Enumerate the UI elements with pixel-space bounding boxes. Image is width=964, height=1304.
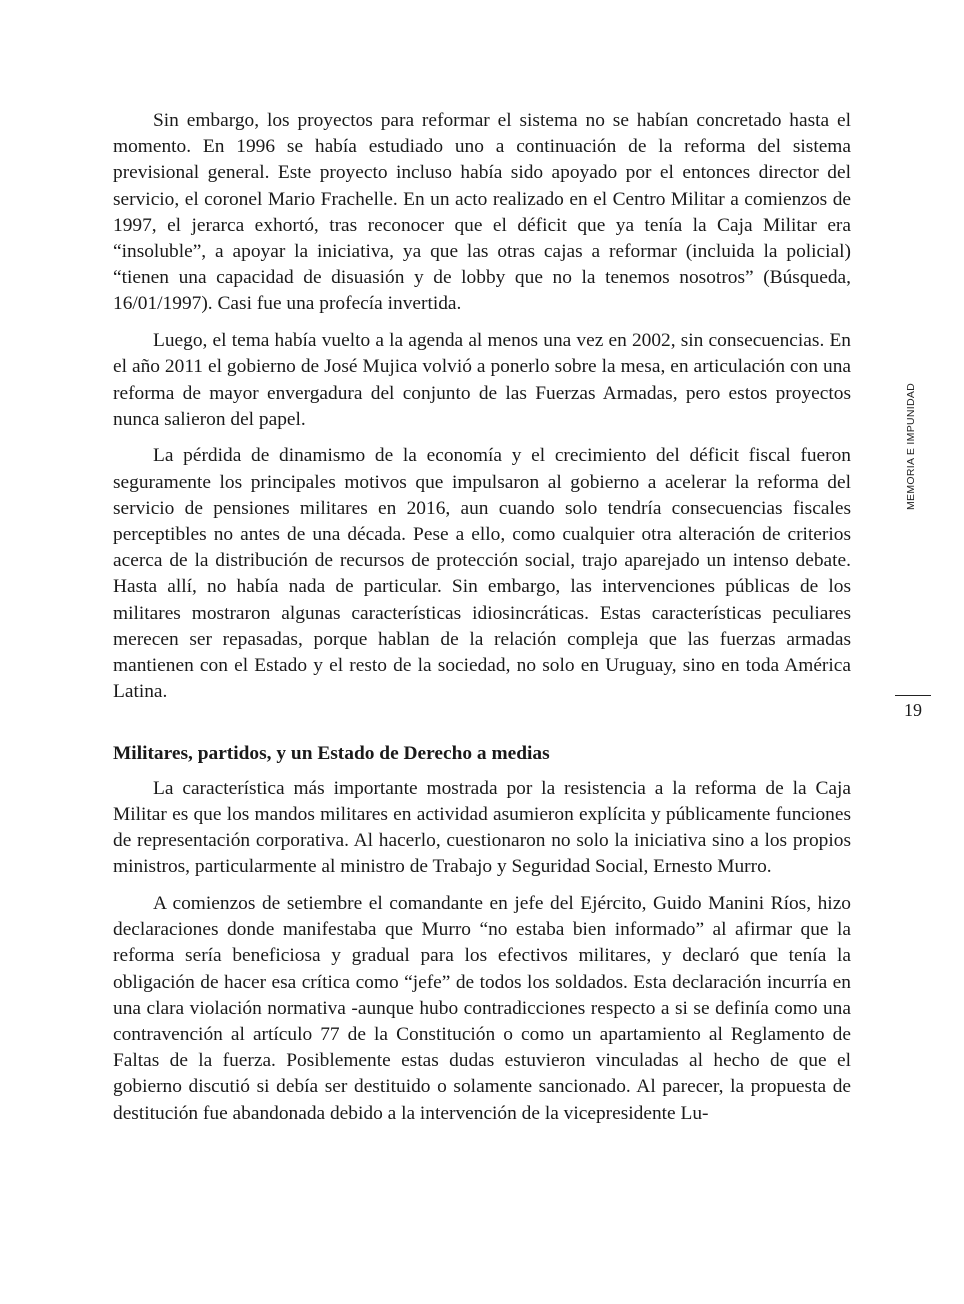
running-head: MEMORIA E IMPUNIDAD xyxy=(905,382,917,510)
page-number-rule xyxy=(895,695,931,696)
section-heading: Militares, partidos, y un Estado de Derecho a medias xyxy=(113,743,550,765)
page-number: 19 xyxy=(904,700,922,720)
paragraph: A comienzos de setiembre el comandante en jefe del Ejército, Guido Manini Ríos, hizo declaraciones donde manifestaba que Murro “no estaba bien informado” al afirmar que la reforma sería beneficiosa y gradual para los efectivos militares, y declaró que tenía la obligación de hacer esa crítica como “jefe” de todos los soldados. Esta declaración incurría en una clara violación normativa -aunque hubo contradicciones respecto a si se definía como una contravención al artículo 77 de la Constitución o como un apartamiento al Reglamento de Faltas de la fuerza. Posiblemente estas dudas estuvieron vinculadas al hecho de que el gobierno discutió si debía ser destituido o solamente sancionado. Al parecer, la propuesta de destitución fue abandonada debido a la intervención de la vicepresidente Lu- xyxy=(113,892,851,1124)
paragraph: Sin embargo, los proyectos para reformar el sistema no se habían concretado hasta el momento. En 1996 se había estudiado uno a continuación de la reforma del sistema previsional general. Este proyecto incluso había sido apoyado por el entonces director del servicio, el coronel Mario Frachelle. En un acto realizado en el Centro Militar a comienzos de 1997, el jerarca exhortó, tras reconocer que el déficit que ya tenía la Caja Militar era “insoluble”, a apoyar la iniciativa, ya que las otras cajas a reformar (incluida la policial) “tienen una capacidad de disuasión y de lobby que no la tenemos nosotros” (Búsqueda, 16/01/1997). Casi fue una profecía invertida. xyxy=(113,110,851,315)
paragraph: La pérdida de dinamismo de la economía y el crecimiento del déficit fiscal fueron seguramente los principales motivos que impulsaron al gobierno a acelerar la reforma del servicio de pensiones militares en 2016, aun cuando solo tendría consecuencias fiscales perceptibles no antes de una década. Pese a ello, como cualquier otra alteración de criterios acerca de la distribución de recursos de protección social, trajo aparejado un intenso debate. Hasta allí, no había nada de particular. Sin embargo, las intervenciones públicas de los militares mostraron algunas características idiosincráticas. Estas características peculiares merecen ser repasadas, porque hablan de la relación compleja que las fuerzas armadas mantienen con el Estado y el resto de la sociedad, no solo en Uruguay, sino en toda América Latina. xyxy=(113,445,851,703)
main-text-column xyxy=(113,108,851,1137)
paragraph: Luego, el tema había vuelto a la agenda al menos una vez en 2002, sin consecuencias. En el año 2011 el gobierno de José Mujica volvió a ponerlo sobre la mesa, en articulación con una reforma de mayor envergadura del conjunto de las Fuerzas Armadas, pero estos proyectos nunca salieron del papel. xyxy=(113,330,851,430)
paragraph: La característica más importante mostrada por la resistencia a la reforma de la Caja Militar es que los mandos militares en actividad asumieron explícita y públicamente funciones de representación corporativa. Al hacerlo, cuestionaron no solo la iniciativa sino a los propios ministros, particularmente al ministro de Trabajo y Seguridad Social, Ernesto Murro. xyxy=(113,777,851,878)
